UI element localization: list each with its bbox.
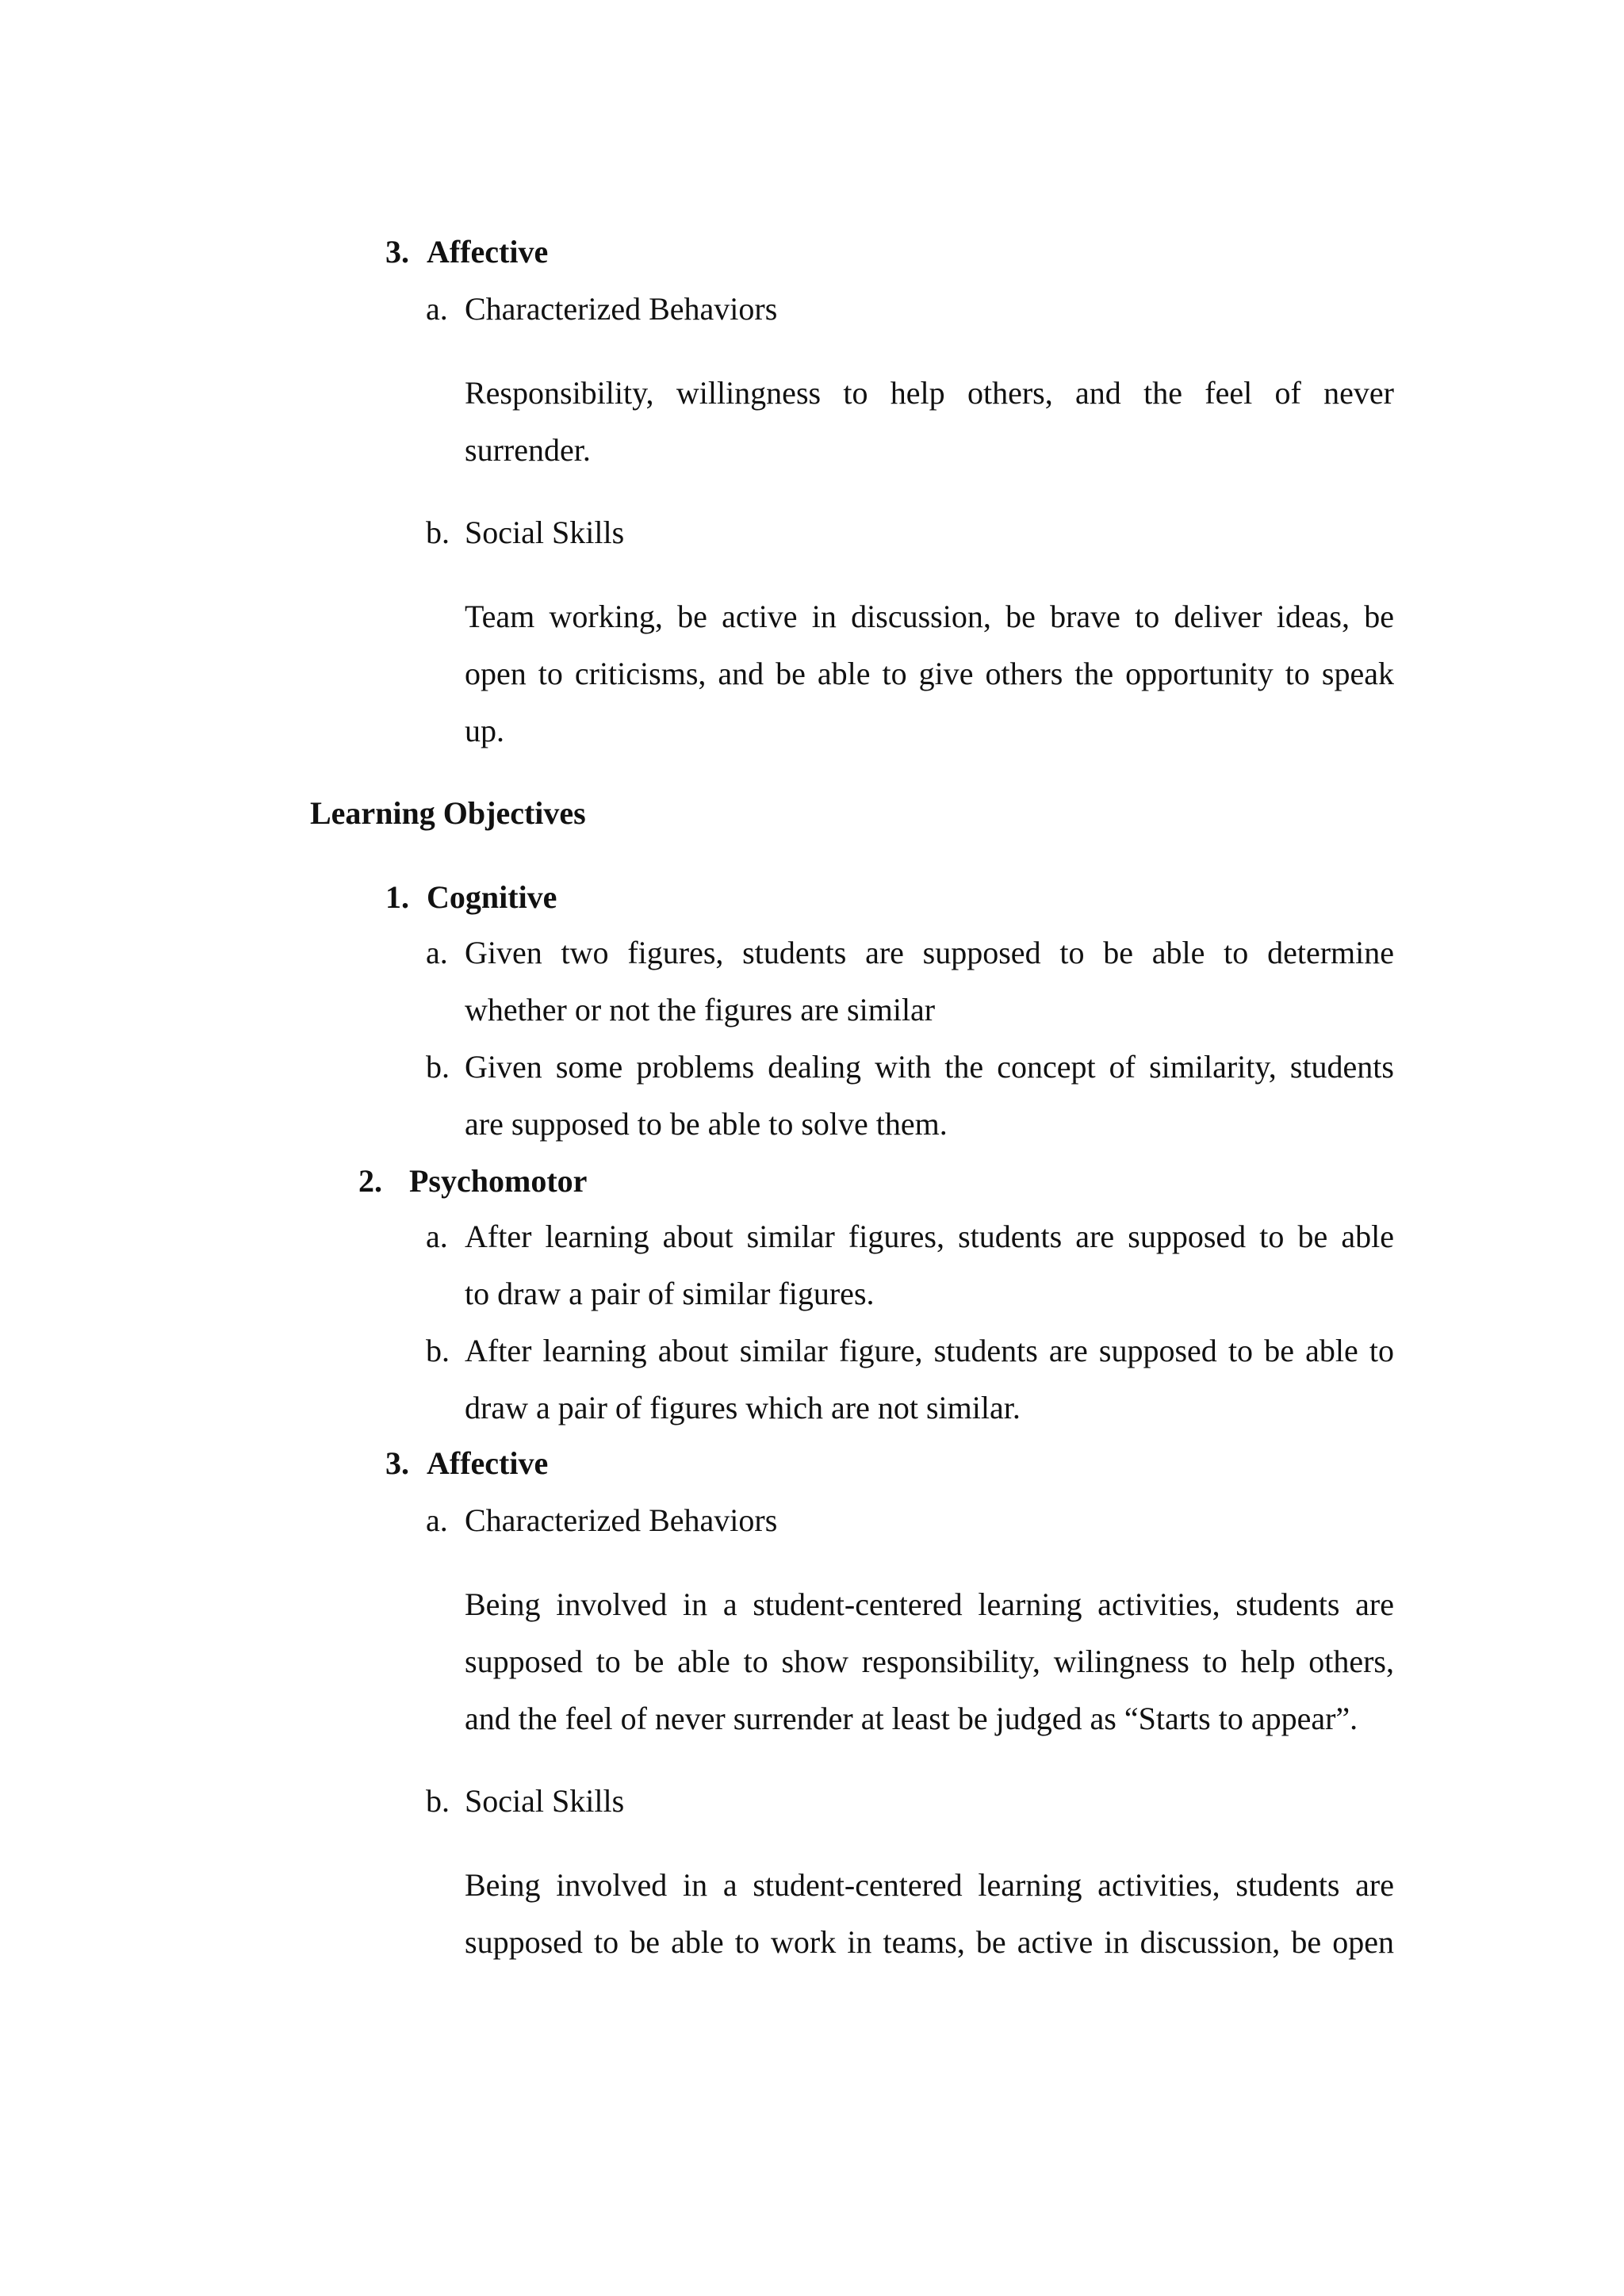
affective-a-text-line3: and the feel of never surrender at least be judged as “Starts to appear”. <box>465 1701 1358 1736</box>
cognitive-heading: Cognitive <box>427 879 557 915</box>
psychomotor-b-line1-content: After learning about similar figure, students are supposed to be able to <box>465 1333 1394 1368</box>
affective-top-a-label: Characterized Behaviors <box>465 291 778 327</box>
affective-top-b-text-line2 <box>465 655 1394 693</box>
cognitive-b-line2: are supposed to be able to solve them. <box>465 1106 948 1142</box>
cognitive-a-line1 <box>465 934 1394 972</box>
affective-a-text-line2-content: supposed to be able to show responsibility, wilingness to help others, <box>465 1644 1394 1679</box>
psychomotor-b-line2: draw a pair of figures which are not similar. <box>465 1390 1021 1425</box>
psychomotor-a-marker: a. <box>426 1219 448 1254</box>
psychomotor-number: 2. <box>358 1163 382 1199</box>
psychomotor-a-line1-content: After learning about similar figures, students are supposed to be able <box>465 1219 1394 1254</box>
affective-top-b-text-line3: up. <box>465 713 504 748</box>
psychomotor-a-line1 <box>465 1218 1394 1256</box>
affective-top-b-label: Social Skills <box>465 515 625 550</box>
affective-top-b-text-line1-content: Team working, be active in discussion, be brave to deliver ideas, be <box>465 599 1394 634</box>
affective-top-number: 3. <box>385 234 409 270</box>
affective-b-text-line2 <box>465 1923 1394 1961</box>
cognitive-b-line1 <box>465 1048 1394 1086</box>
affective-top-b-text-line1 <box>465 598 1394 636</box>
cognitive-a-marker: a. <box>426 935 448 970</box>
cognitive-number: 1. <box>385 879 409 915</box>
affective-b-marker: b. <box>426 1783 450 1819</box>
cognitive-b-marker: b. <box>426 1049 450 1085</box>
psychomotor-a-line2: to draw a pair of similar figures. <box>465 1276 875 1311</box>
psychomotor-b-marker: b. <box>426 1333 450 1368</box>
affective-top-a-text-line2: surrender. <box>465 432 591 468</box>
cognitive-b-line1-content: Given some problems dealing with the concept of similarity, students <box>465 1049 1394 1085</box>
affective-top-heading: Affective <box>427 234 549 270</box>
affective-number: 3. <box>385 1445 409 1481</box>
cognitive-a-line2: whether or not the figures are similar <box>465 992 936 1027</box>
affective-a-text-line1 <box>465 1586 1394 1624</box>
cognitive-a-line1-content: Given two figures, students are supposed to be able to determine <box>465 935 1394 970</box>
affective-b-text-line1-content: Being involved in a student-centered learning activities, students are <box>465 1867 1394 1903</box>
affective-a-text-line2 <box>465 1643 1394 1681</box>
affective-a-text-line1-content: Being involved in a student-centered learning activities, students are <box>465 1586 1394 1622</box>
affective-top-a-text-line1-content: Responsibility, willingness to help others, and the feel of never <box>465 375 1394 411</box>
affective-top-a-text-line1 <box>465 374 1394 412</box>
affective-b-text-line2-content: supposed to be able to work in teams, be active in discussion, be open <box>465 1924 1394 1960</box>
affective-top-b-marker: b. <box>426 515 450 550</box>
affective-top-b-text-line2-content: open to criticisms, and be able to give others the opportunity to speak <box>465 656 1394 691</box>
learning-objectives-title: Learning Objectives <box>310 795 586 831</box>
psychomotor-heading: Psychomotor <box>409 1163 588 1199</box>
affective-heading: Affective <box>427 1445 549 1481</box>
affective-b-label: Social Skills <box>465 1783 625 1819</box>
affective-a-marker: a. <box>426 1502 448 1538</box>
affective-b-text-line1 <box>465 1866 1394 1904</box>
affective-a-label: Characterized Behaviors <box>465 1502 778 1538</box>
affective-top-a-marker: a. <box>426 291 448 327</box>
psychomotor-b-line1 <box>465 1332 1394 1370</box>
